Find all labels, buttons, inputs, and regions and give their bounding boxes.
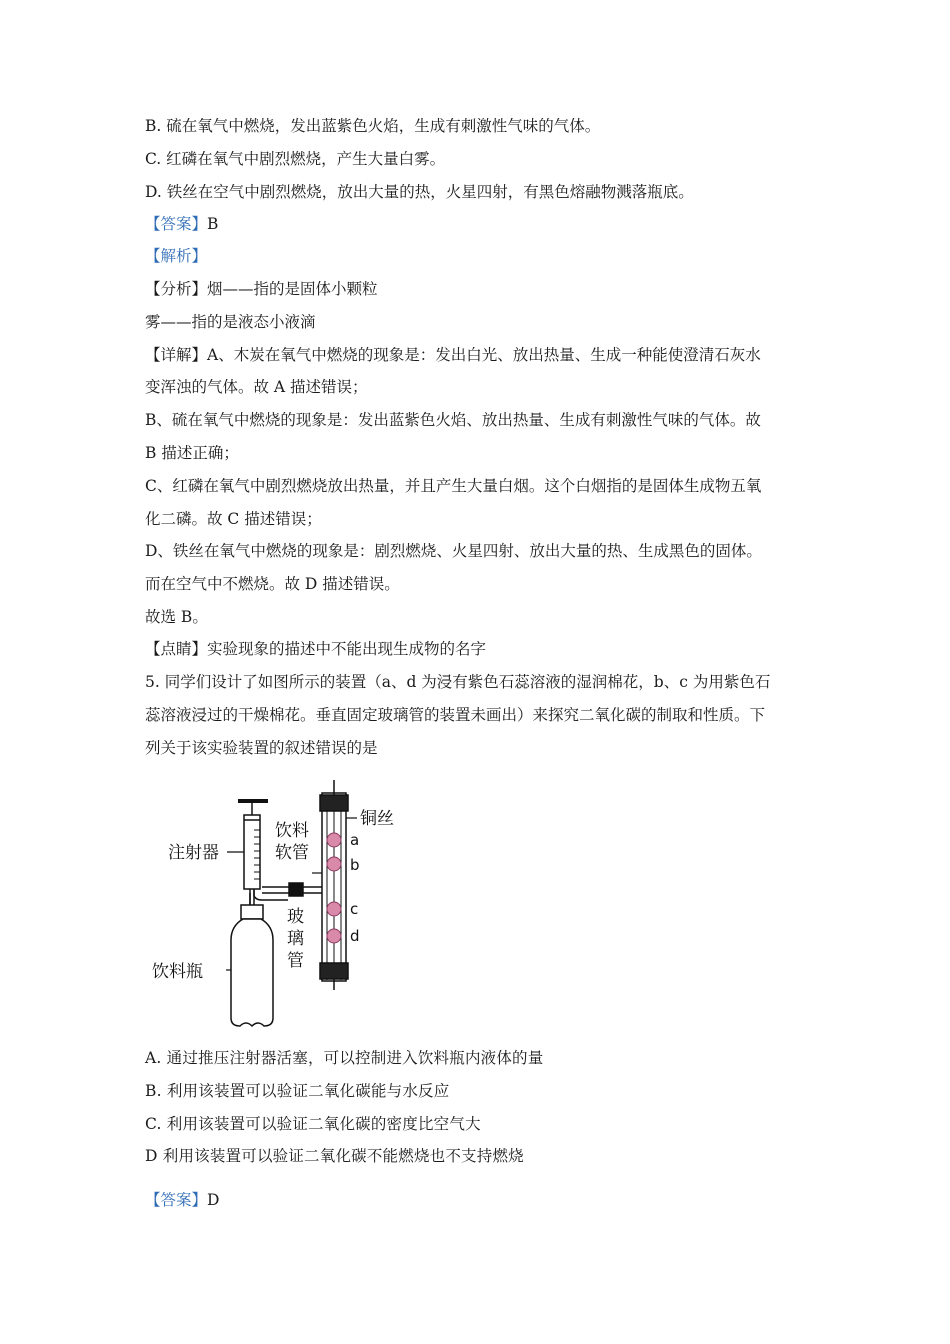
analysis-line-1 [145,279,378,299]
bottle-icon [231,905,273,1026]
detail-label: 【详解】 [145,346,208,364]
prev-answer [145,214,218,234]
q5-answer [145,1190,219,1210]
label-bottle: 饮料瓶 [152,962,203,982]
label-a: a [350,831,360,849]
question-5-line-2: 蕊溶液浸过的干燥棉花。垂直固定玻璃管的装置未画出）来探究二氧化碳的制取和性质。下 [145,706,766,724]
label-d: d [350,927,360,945]
analysis-label: 【分析】 [145,280,208,298]
label-b: b [350,856,360,874]
label-glass-2: 璃 [287,929,304,949]
detail-d-1: D、铁丝在氧气中燃烧的现象是：剧烈燃烧、火星四射、放出大量的热、生成黑色的固体。 [145,542,762,560]
comment-label: 【点睛】 [145,640,208,658]
detail-b-2: B 描述正确； [145,444,239,462]
answer-value: B [207,215,219,233]
label-syringe: 注射器 [168,843,219,863]
q5-option-c: C. 利用该装置可以验证二氧化碳的密度比空气大 [145,1115,481,1133]
q5-answer-value: D [207,1191,220,1209]
q5-option-b: B. 利用该装置可以验证二氧化碳能与水反应 [145,1082,450,1100]
label-tube-1: 饮料 [275,821,309,841]
detail-choice: 故选 B。 [145,608,208,626]
label-glass-1: 玻 [287,907,304,927]
detail-b-1: B、硫在氧气中燃烧的现象是：发出蓝紫色火焰、放出热量、生成有刺激性气味的气体。故 [145,411,761,429]
question-5-line-1: 5. 同学们设计了如图所示的装置（a、d 为浸有紫色石蕊溶液的湿润棉花，b、c 为用紫色石 [145,673,771,691]
label-glass-3: 管 [287,951,304,971]
cotton-a [327,833,341,847]
detail-c-2: 化二磷。故 C 描述错误； [145,510,322,528]
syringe-icon [238,801,268,905]
analysis-text-1: 烟——指的是固体小颗粒 [207,280,378,298]
comment [145,639,486,659]
tube-connector [250,883,322,905]
glass-tube-icon [320,780,348,990]
detail-a-2: 变浑浊的气体。故 A 描述错误； [145,378,368,396]
analysis-tag: 【解析】 [145,247,208,265]
label-copper: 铜丝 [360,809,394,829]
label-tube-2: 软管 [275,843,309,863]
detail-d-2: 而在空气中不燃烧。故 D 描述错误。 [145,575,400,593]
detail-a-1 [145,345,761,365]
prev-option-d: D. 铁丝在空气中剧烈燃烧，放出大量的热，火星四射，有黑色熔融物溅落瓶底。 [145,183,694,201]
prev-option-b: B. 硫在氧气中燃烧，发出蓝紫色火焰，生成有刺激性气味的气体。 [145,117,601,135]
q5-answer-tag: 【答案】 [145,1191,208,1209]
q5-option-a: A. 通过推压注射器活塞，可以控制进入饮料瓶内液体的量 [145,1049,544,1067]
analysis-line-2: 雾——指的是液态小液滴 [145,313,316,331]
cotton-b [327,857,341,871]
question-5-line-3: 列关于该实验装置的叙述错误的是 [145,739,378,757]
cotton-d [327,929,341,943]
cotton-c [327,902,341,916]
label-c: c [350,900,359,918]
apparatus-figure [140,770,460,1040]
answer-tag: 【答案】 [145,215,208,233]
detail-a1-text: A、木炭在氧气中燃烧的现象是：发出白光、放出热量、生成一种能使澄清石灰水 [207,346,761,364]
comment-text: 实验现象的描述中不能出现生成物的名字 [207,640,487,658]
q5-option-d: D 利用该装置可以验证二氧化碳不能燃烧也不支持燃烧 [145,1147,524,1165]
prev-option-c: C. 红磷在氧气中剧烈燃烧，产生大量白雾。 [145,150,446,168]
detail-c-1: C、红磷在氧气中剧烈燃烧放出热量，并且产生大量白烟。这个白烟指的是固体生成物五氧 [145,477,762,495]
